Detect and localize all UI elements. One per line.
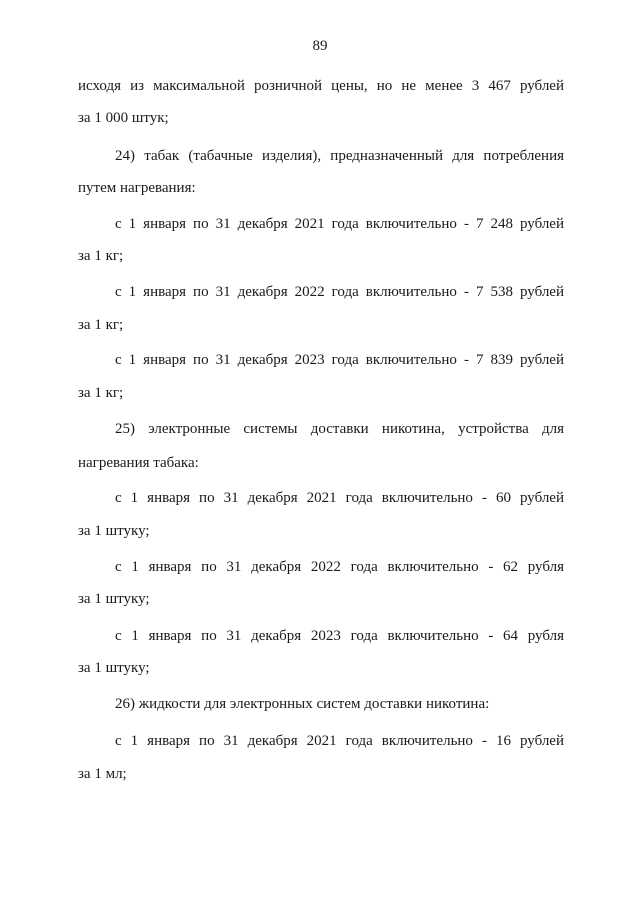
- text-line: за 1 000 штук;: [78, 110, 169, 126]
- text-line: исходя из максимальной розничной цены, но не менее 3 467 рублей: [78, 78, 564, 94]
- text-line: с 1 января по 31 декабря 2023 года включительно - 64 рубля: [115, 628, 564, 644]
- text-line: за 1 кг;: [78, 248, 124, 264]
- text-line: с 1 января по 31 декабря 2021 года включительно - 7 248 рублей: [115, 216, 564, 232]
- text-line: 26) жидкости для электронных систем доставки никотина:: [115, 696, 490, 712]
- text-line: за 1 мл;: [78, 766, 127, 782]
- text-line: с 1 января по 31 декабря 2021 года включительно - 16 рублей: [115, 733, 564, 749]
- text-line: путем нагревания:: [78, 180, 196, 196]
- text-line: за 1 штуку;: [78, 591, 150, 607]
- text-line: 24) табак (табачные изделия), предназначенный для потребления: [115, 148, 564, 164]
- text-line: нагревания табака:: [78, 455, 199, 471]
- text-line: с 1 января по 31 декабря 2021 года включительно - 60 рублей: [115, 490, 564, 506]
- text-line: за 1 кг;: [78, 317, 124, 333]
- page-number: 89: [312, 38, 328, 54]
- text-line: 25) электронные системы доставки никотина, устройства для: [115, 421, 564, 437]
- text-line: с 1 января по 31 декабря 2022 года включительно - 7 538 рублей: [115, 284, 564, 300]
- text-line: за 1 штуку;: [78, 660, 150, 676]
- text-line: за 1 штуку;: [78, 523, 150, 539]
- text-line: за 1 кг;: [78, 385, 124, 401]
- text-line: с 1 января по 31 декабря 2023 года включительно - 7 839 рублей: [115, 352, 564, 368]
- text-line: с 1 января по 31 декабря 2022 года включительно - 62 рубля: [115, 559, 564, 575]
